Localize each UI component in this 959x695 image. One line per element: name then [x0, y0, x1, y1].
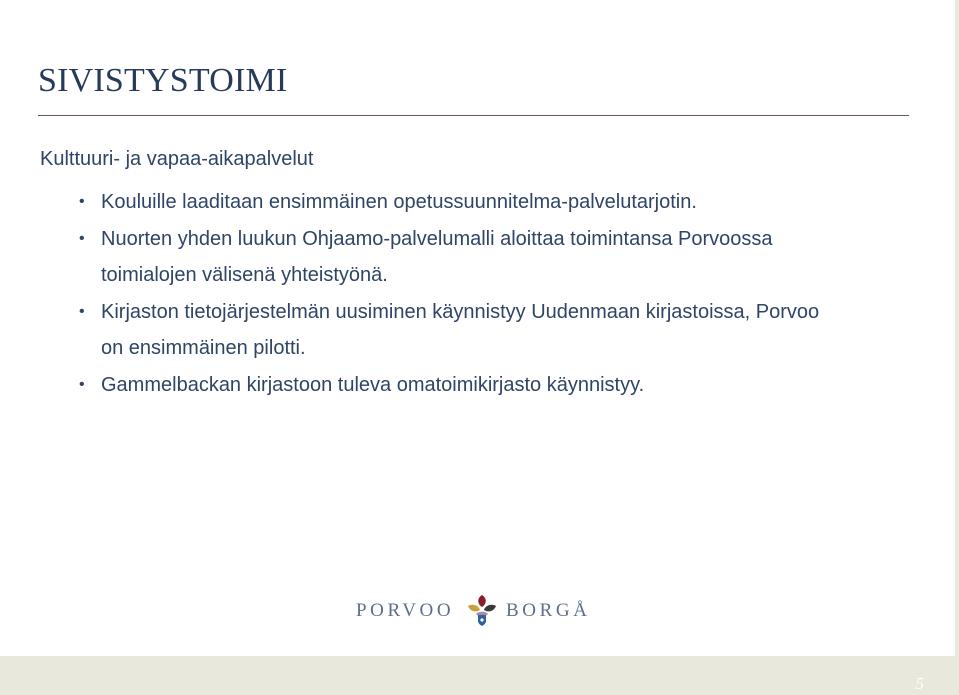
bullet-list — [76, 184, 836, 403]
porvoo-borga-logo — [356, 592, 606, 628]
bullet-icon: • — [79, 193, 85, 210]
bullet-text: Nuorten yhden luukun Ohjaamo-palvelumalli aloittaa toimintansa Porvoossa toimialojen välisenä yhteistyönä. — [101, 227, 773, 286]
bullet-icon: • — [79, 229, 85, 247]
bullet-icon: • — [79, 302, 85, 320]
bullet-text: Kouluille laaditaan ensimmäinen opetussuunnitelma-palvelutarjotin. — [101, 191, 697, 213]
page-number: 5 — [915, 674, 924, 693]
bullet-icon: • — [79, 375, 85, 393]
section-heading: Kulttuuri- ja vapaa-aikapalvelut — [40, 148, 314, 170]
slide-title: SIVISTYSTOIMI — [38, 62, 288, 99]
porvoo-flower-mark-icon — [464, 592, 500, 628]
bullet-text: Gammelbackan kirjastoon tuleva omatoimikirjasto käynnistyy. — [101, 373, 645, 396]
logo-word-porvoo: PORVOO — [356, 600, 455, 621]
bullet-item — [76, 221, 836, 294]
bullet-text: Kirjaston tietojärjestelmän uusiminen käynnistyy Uudenmaan kirjastoissa, Porvoo on ensimmäinen pilotti. — [101, 300, 820, 359]
title-divider — [38, 115, 909, 116]
bullet-item — [76, 294, 836, 367]
logo-word-borga: BORGÅ — [506, 600, 591, 621]
logo-petal-top — [478, 595, 486, 607]
logo-shield-dot — [480, 618, 483, 621]
logo-petal-right — [484, 605, 496, 612]
logo-petal-left — [468, 605, 480, 612]
bullet-item — [76, 367, 836, 404]
bullet-item — [76, 184, 836, 221]
